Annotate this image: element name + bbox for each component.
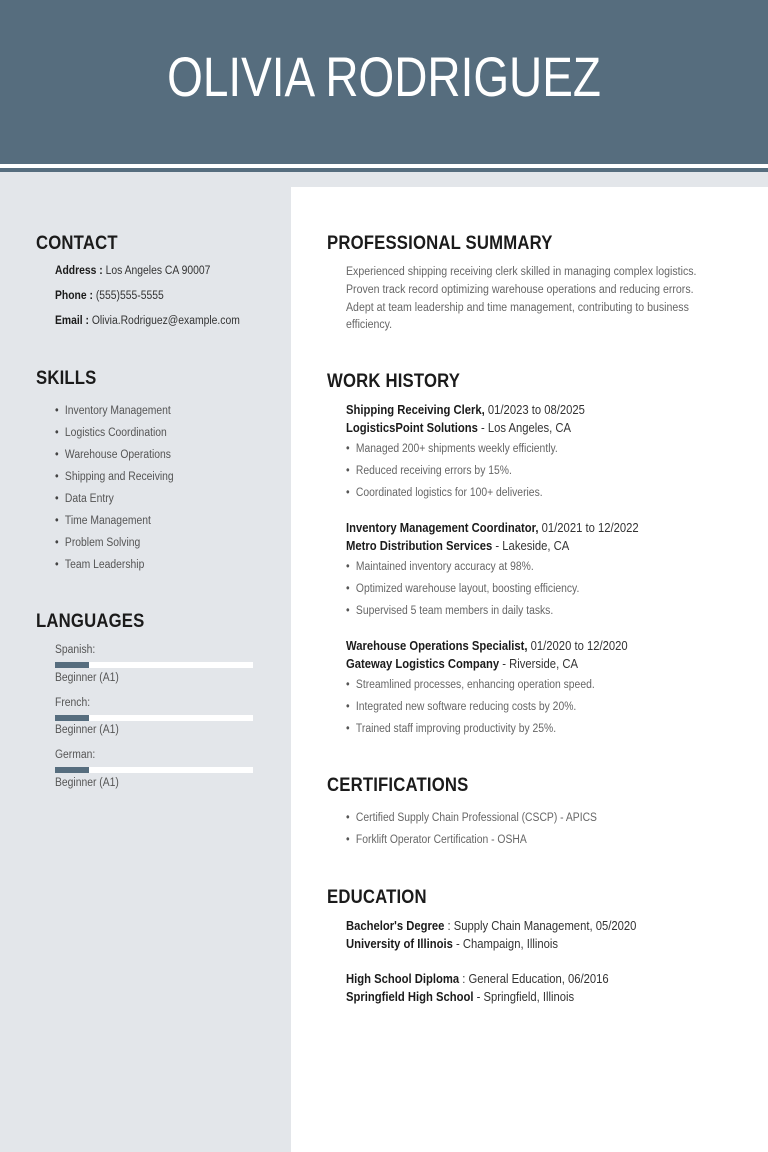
certification-item: • Forklift Operator Certification - OSHA	[346, 834, 527, 846]
summary-text: Experienced shipping receiving clerk skilled in managing complex logistics. Proven track record optimizing warehouse operations and reducing errors. Adept at team leadership and time management, contributing to business efficiency.	[346, 266, 697, 332]
certification-item: • Certified Supply Chain Professional (CSCP) - APICS	[346, 812, 597, 824]
job-bullet: • Trained staff improving productivity by 25%.	[346, 723, 556, 735]
language-bar	[55, 662, 253, 668]
language-bar	[55, 767, 253, 773]
education-school-line: University of Illinois - Champaign, Illinois	[346, 937, 558, 951]
top-strip	[291, 172, 768, 187]
education-title: EDUCATION	[327, 887, 427, 908]
contact-address: Address : Los Angeles CA 90007	[55, 265, 211, 277]
contact-phone: Phone : (555)555-5555	[55, 290, 164, 302]
language-bar-fill	[55, 715, 89, 721]
job-role-line: Warehouse Operations Specialist, 01/2020 to 12/2020	[346, 639, 628, 653]
job-company-line: Gateway Logistics Company - Riverside, CA	[346, 657, 578, 671]
education-school-line: Springfield High School - Springfield, Illinois	[346, 990, 575, 1004]
language-name: Spanish:	[55, 644, 96, 656]
job-role-line: Shipping Receiving Clerk, 01/2023 to 08/2025	[346, 403, 585, 417]
job-bullet: • Reduced receiving errors by 15%.	[346, 465, 512, 477]
job-role-line: Inventory Management Coordinator, 01/2021 to 12/2022	[346, 521, 639, 535]
skills-title: SKILLS	[36, 368, 97, 389]
education-degree-line: Bachelor's Degree : Supply Chain Management, 05/2020	[346, 919, 637, 933]
skill-item: • Logistics Coordination	[55, 427, 167, 439]
job-bullet: • Streamlined processes, enhancing operation speed.	[346, 679, 595, 691]
skill-item: • Problem Solving	[55, 537, 140, 549]
contact-email: Email : Olivia.Rodriguez@example.com	[55, 315, 240, 327]
summary-title: PROFESSIONAL SUMMARY	[327, 233, 553, 254]
language-name: French:	[55, 697, 91, 709]
candidate-name: OLIVIA RODRIGUEZ	[167, 45, 601, 108]
job-company-line: LogisticsPoint Solutions - Los Angeles, CA	[346, 421, 572, 435]
job-bullet: • Managed 200+ shipments weekly efficiently.	[346, 443, 558, 455]
skill-item: • Warehouse Operations	[55, 449, 171, 461]
skill-item: • Data Entry	[55, 493, 114, 505]
language-bar-fill	[55, 767, 89, 773]
language-bar	[55, 715, 253, 721]
skill-item: • Shipping and Receiving	[55, 471, 174, 483]
work-title: WORK HISTORY	[327, 371, 461, 392]
language-bar-fill	[55, 662, 89, 668]
contact-title: CONTACT	[36, 233, 118, 254]
skill-item: • Team Leadership	[55, 559, 144, 571]
languages-title: LANGUAGES	[36, 611, 145, 632]
language-level: Beginner (A1)	[55, 724, 119, 736]
job-bullet: • Maintained inventory accuracy at 98%.	[346, 561, 534, 573]
certifications-title: CERTIFICATIONS	[327, 775, 469, 796]
header-banner	[0, 0, 768, 164]
job-bullet: • Optimized warehouse layout, boosting efficiency.	[346, 583, 579, 595]
job-company-line: Metro Distribution Services - Lakeside, CA	[346, 539, 570, 553]
skill-item: • Time Management	[55, 515, 151, 527]
skill-item: • Inventory Management	[55, 405, 171, 417]
job-bullet: • Supervised 5 team members in daily tasks.	[346, 605, 553, 617]
language-level: Beginner (A1)	[55, 672, 119, 684]
education-degree-line: High School Diploma : General Education, 06/2016	[346, 972, 609, 986]
language-level: Beginner (A1)	[55, 777, 119, 789]
job-bullet: • Coordinated logistics for 100+ deliveries.	[346, 487, 543, 499]
language-name: German:	[55, 749, 96, 761]
job-bullet: • Integrated new software reducing costs by 20%.	[346, 701, 576, 713]
